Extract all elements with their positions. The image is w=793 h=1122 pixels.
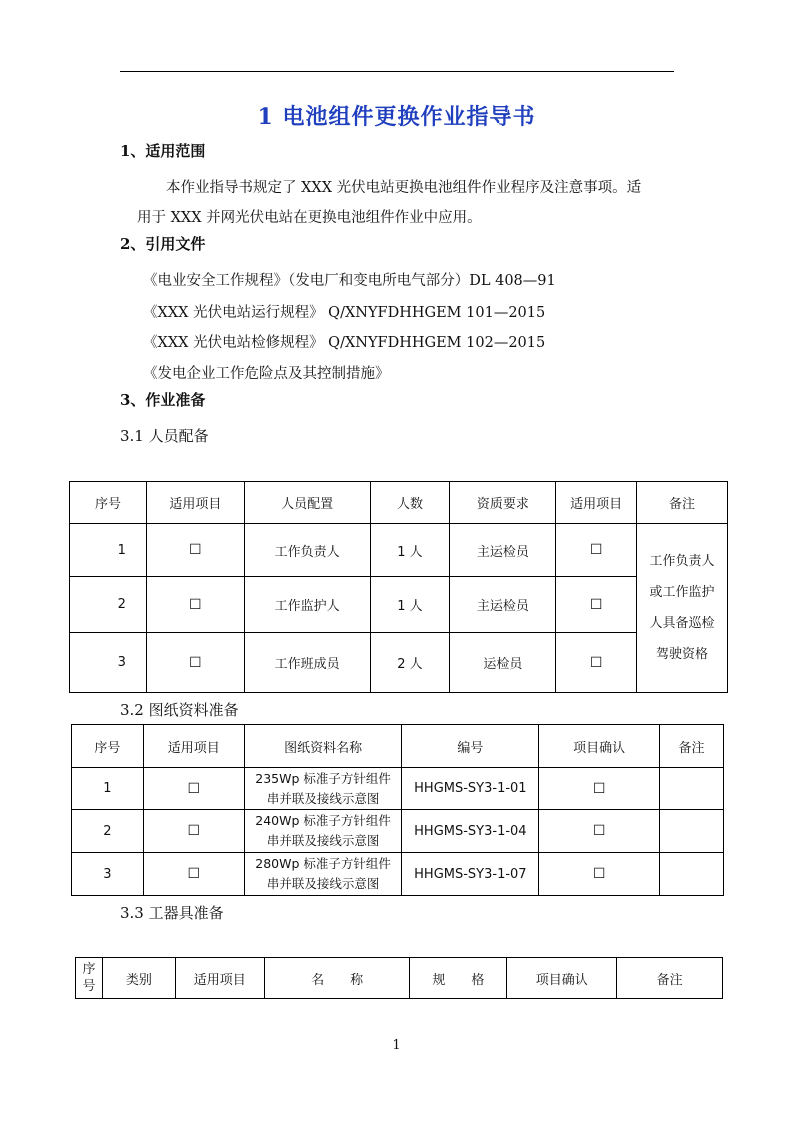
drawing-name (244, 853, 402, 896)
reference-item: 《发电企业工作危险点及其控制措施》 (143, 366, 390, 382)
section-1-text-line-2: 用于 XXX 并网光伏电站在更换电池组件作业中应用。 (137, 210, 482, 226)
column-header: 备注 (617, 958, 723, 999)
checkbox[interactable]: ☐ (146, 524, 244, 577)
page-number: 1 (392, 1038, 401, 1053)
table-header-row (72, 725, 724, 768)
column-header: 序号 (70, 482, 147, 524)
checkbox[interactable]: ☐ (146, 577, 244, 633)
column-header-line: 序 (82, 962, 96, 977)
column-header-line: 号 (82, 979, 96, 994)
checkbox[interactable]: ☐ (539, 810, 660, 853)
column-header: 规 格 (410, 958, 507, 999)
drawing-name-line: 串并联及接线示意图 (266, 790, 380, 806)
row-number: 3 (72, 853, 144, 896)
remarks-cell (660, 768, 724, 810)
remarks-cell (660, 810, 724, 853)
remarks-cell (637, 524, 728, 693)
drawing-code: HHGMS-SY3-1-04 (402, 810, 539, 853)
column-header: 人员配置 (244, 482, 370, 524)
checkbox[interactable]: ☐ (146, 633, 244, 693)
column-header: 类别 (102, 958, 175, 999)
section-1-heading: 1、适用范围 (120, 142, 206, 160)
column-header: 适用项目 (556, 482, 637, 524)
column-header: 备注 (660, 725, 724, 768)
headcount: 1 人 (370, 524, 450, 577)
remark-line: 人具备巡检 (649, 616, 715, 631)
drawing-name-line: 串并联及接线示意图 (266, 833, 380, 848)
personnel-role: 工作监护人 (244, 577, 370, 633)
section-3-heading: 3、作业准备 (120, 391, 206, 409)
subsection-3-3-heading: 3.3 工器具准备 (120, 904, 224, 922)
row-number: 1 (70, 524, 147, 577)
subsection-3-2-heading: 3.2 图纸资料准备 (120, 701, 239, 719)
headcount: 1 人 (370, 577, 450, 633)
column-header: 项目确认 (539, 725, 660, 768)
column-header: 适用项目 (175, 958, 264, 999)
section-1-text-line-1: 本作业指导书规定了 XXX 光伏电站更换电池组件作业程序及注意事项。适 (166, 180, 642, 196)
tools-table (75, 957, 723, 999)
column-header: 名 称 (264, 958, 410, 999)
remark-line: 或工作监护 (649, 585, 715, 600)
checkbox[interactable]: ☐ (556, 633, 637, 693)
table-row (72, 810, 724, 853)
personnel-role: 工作负责人 (244, 524, 370, 577)
drawing-name-line: 240Wp 标准子方针组件 (255, 813, 391, 828)
drawing-name (244, 768, 402, 810)
row-number: 3 (70, 633, 147, 693)
qualification: 运检员 (450, 633, 556, 693)
table-row (72, 768, 724, 810)
row-number: 2 (70, 577, 147, 633)
column-header (76, 958, 103, 999)
column-header: 资质要求 (450, 482, 556, 524)
reference-item: 《XXX 光伏电站检修规程》 Q/XNYFDHHGEM 102—2015 (143, 335, 546, 351)
drawing-name-line: 280Wp 标准子方针组件 (255, 856, 391, 871)
remark-line: 驾驶资格 (656, 647, 709, 662)
qualification: 主运检员 (450, 577, 556, 633)
drawings-table (71, 724, 724, 896)
personnel-table (69, 481, 728, 693)
drawing-name-line: 串并联及接线示意图 (266, 876, 380, 891)
headcount: 2 人 (370, 633, 450, 693)
header-rule (120, 71, 674, 72)
column-header: 人数 (370, 482, 450, 524)
checkbox[interactable]: ☐ (539, 853, 660, 896)
qualification: 主运检员 (450, 524, 556, 577)
document-title: 1 电池组件更换作业指导书 (257, 104, 536, 130)
reference-item: 《电业安全工作规程》（发电厂和变电所电气部分）DL 408—91 (143, 273, 556, 289)
drawing-name-line: 235Wp 标准子方针组件 (255, 770, 391, 786)
checkbox[interactable]: ☐ (143, 810, 244, 853)
reference-item: 《XXX 光伏电站运行规程》 Q/XNYFDHHGEM 101—2015 (143, 305, 546, 321)
column-header: 图纸资料名称 (244, 725, 402, 768)
drawing-name (244, 810, 402, 853)
checkbox[interactable]: ☐ (556, 524, 637, 577)
row-number: 2 (72, 810, 144, 853)
table-header-row (70, 482, 728, 524)
personnel-role: 工作班成员 (244, 633, 370, 693)
table-row (70, 524, 728, 577)
checkbox[interactable]: ☐ (143, 853, 244, 896)
column-header: 编号 (402, 725, 539, 768)
remark-line: 工作负责人 (649, 554, 715, 569)
subsection-3-1-heading: 3.1 人员配备 (120, 427, 209, 445)
row-number: 1 (72, 768, 144, 810)
column-header: 备注 (637, 482, 728, 524)
checkbox[interactable]: ☐ (556, 577, 637, 633)
checkbox[interactable]: ☐ (539, 768, 660, 810)
column-header: 适用项目 (146, 482, 244, 524)
section-2-heading: 2、引用文件 (120, 235, 206, 253)
drawing-code: HHGMS-SY3-1-01 (402, 768, 539, 810)
table-row (72, 853, 724, 896)
table-header-row (76, 958, 723, 999)
column-header: 项目确认 (507, 958, 617, 999)
table-row (70, 577, 728, 633)
checkbox[interactable]: ☐ (143, 768, 244, 810)
column-header: 序号 (72, 725, 144, 768)
drawing-code: HHGMS-SY3-1-07 (402, 853, 539, 896)
column-header: 适用项目 (143, 725, 244, 768)
remarks-cell (660, 853, 724, 896)
table-row (70, 633, 728, 693)
